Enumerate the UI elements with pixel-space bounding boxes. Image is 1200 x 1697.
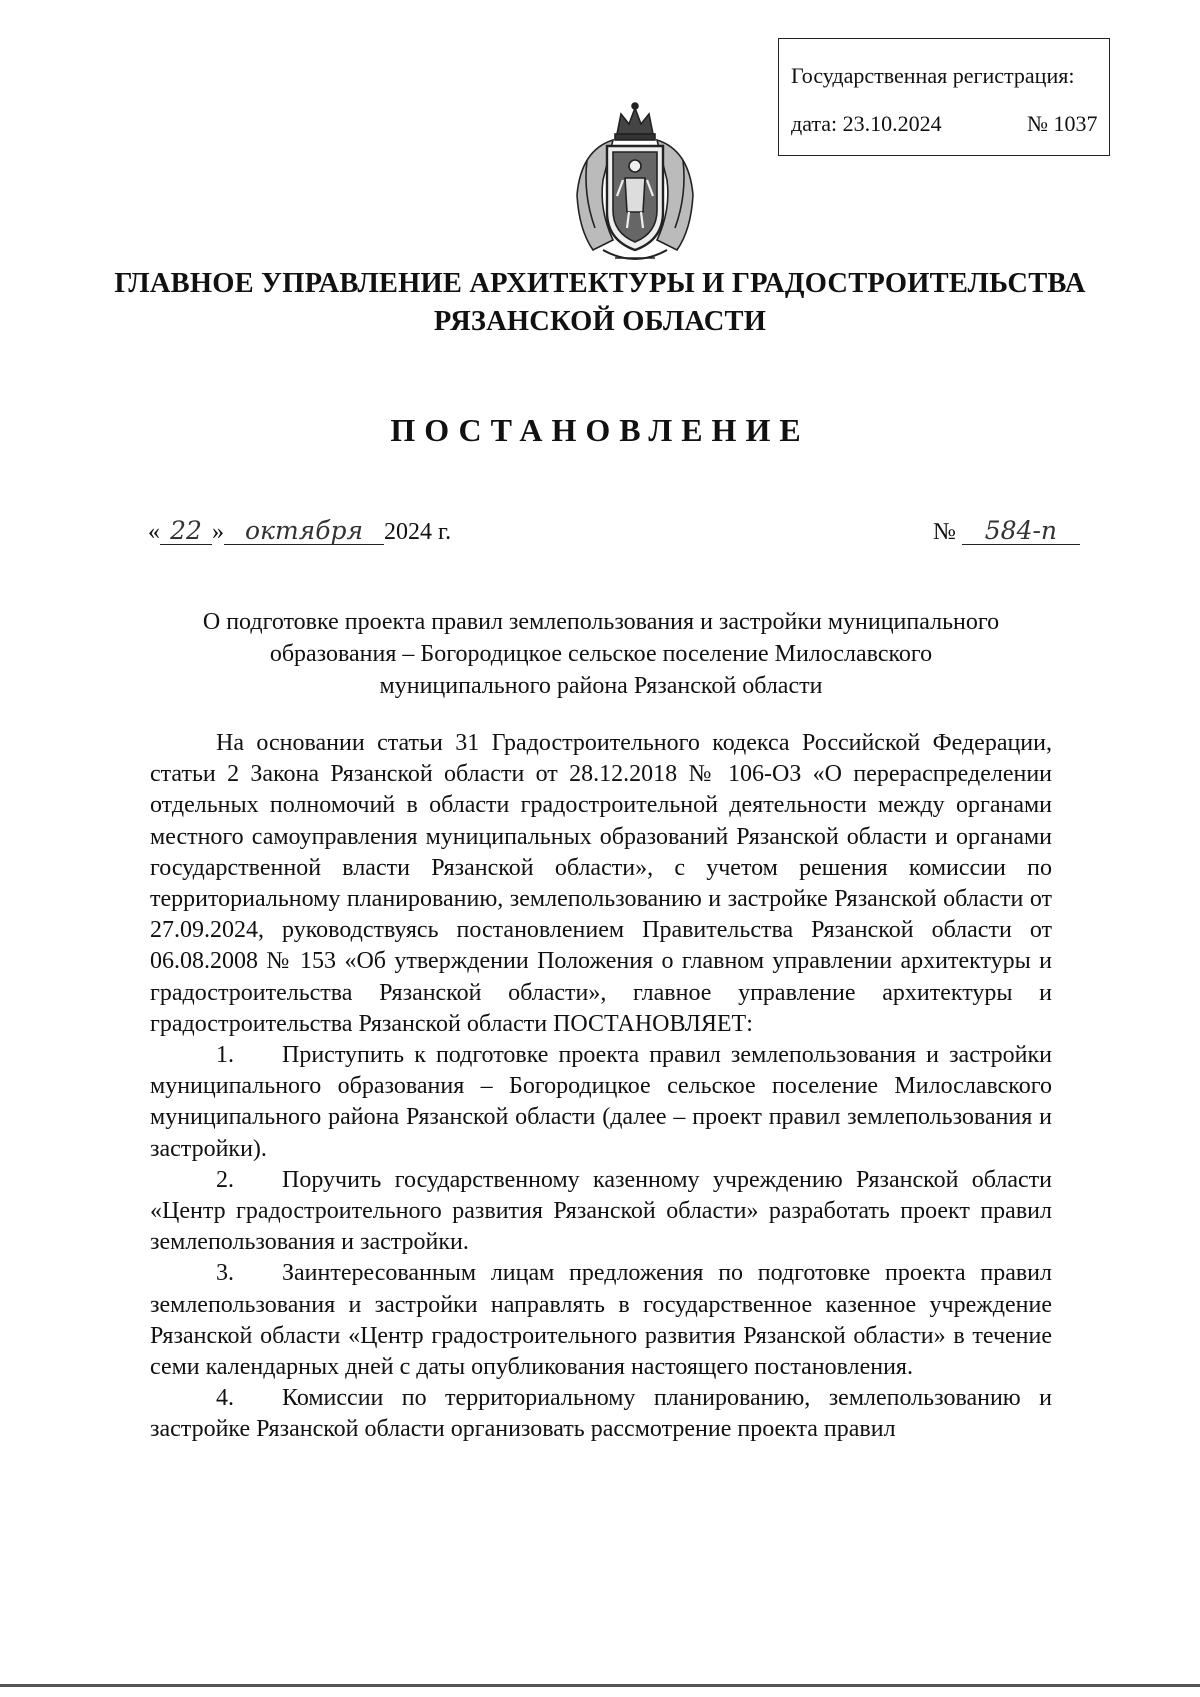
number-handwritten: 584-п: [962, 518, 1080, 545]
subject-line-3: муниципального района Рязанской области: [379, 673, 823, 699]
coat-of-arms-icon: [573, 100, 697, 270]
list-item: [150, 1165, 1052, 1259]
item-number: 3.: [216, 1260, 234, 1287]
item-text: Комиссии по территориальному планированию, землепользованию и застройке Рязанской области организовать рассмотрение проекта правил: [150, 1385, 1052, 1443]
list-item: [150, 1040, 1052, 1165]
item-text: Поручить государственному казенному учреждению Рязанской области «Центр градостроительного развития Рязанской области» разработать проект правил землепользования и застройки.: [150, 1166, 1052, 1256]
preamble-paragraph: На основании статьи 31 Градостроительного кодекса Российской Федерации, статьи 2 Закона Рязанской области от 28.12.2018 № 106-ОЗ «О перераспределении отдельных полномочий в области градостроительной деятельности между органами местного самоуправления муниципальных образований Рязанской области и органами государственной власти Рязанской области», с учетом решения комиссии по территориальному планированию, землепользованию и застройке Рязанской области от 27.09.2024, руководствуясь постановлением Правительства Рязанской области от 06.08.2008 № 153 «Об утверждении Положения о главном управлении архитектуры и градостроительства Рязанской области», главное управление архитектуры и градостроительства Рязанской области ПОСТАНОВЛЯЕТ:: [150, 730, 1052, 1037]
registration-title: Государственная регистрация:: [791, 63, 1075, 88]
item-text: Приступить к подготовке проекта правил землепользования и застройки муниципального образования – Богородицкое сельское поселение Милославского муниципального района Рязанской области (далее – проект правил землепользования и застройки).: [150, 1042, 1052, 1162]
item-number: 4.: [216, 1385, 234, 1412]
document-body: [150, 728, 1052, 1446]
subject-line-2: образования – Богородицкое сельское поселение Милославского: [269, 641, 933, 667]
list-item: [150, 1258, 1052, 1383]
number-prefix: №: [933, 519, 956, 545]
list-item: [150, 1383, 1052, 1445]
organization-name-line-1: ГЛАВНОЕ УПРАВЛЕНИЕ АРХИТЕКТУРЫ И ГРАДОСТРОИТЕЛЬСТВА: [114, 268, 1086, 299]
document-number: [933, 518, 1080, 546]
date-close-quote: »: [212, 519, 224, 545]
item-text: Заинтересованным лицам предложения по подготовке проекта правил землепользования и застройки направлять в государственное казенное учреждение Рязанской области «Центр градостроительного развития Рязанской области» в течение семи календарных дней с даты опубликования настоящего постановления.: [150, 1260, 1052, 1381]
document-type-title: ПОСТАНОВЛЕНИЕ: [390, 412, 810, 448]
page-bottom-edge: [0, 1684, 1200, 1687]
date-year: 2024 г.: [384, 519, 452, 545]
registration-stamp: [778, 38, 1110, 156]
date-open-quote: «: [148, 519, 160, 545]
date-day-handwritten: 22: [160, 518, 212, 545]
subject-line-1: О подготовке проекта правил землепользования и застройки муниципального: [202, 609, 1000, 635]
document-subject: [150, 606, 1052, 702]
organization-name-line-2: РЯЗАНСКОЙ ОБЛАСТИ: [433, 306, 767, 337]
registration-number: № 1037: [1027, 111, 1098, 136]
date-month-handwritten: октября: [224, 518, 384, 545]
document-date: [148, 518, 451, 546]
item-number: 2.: [216, 1166, 234, 1193]
registration-date: дата: 23.10.2024: [791, 111, 942, 136]
item-number: 1.: [216, 1042, 234, 1069]
